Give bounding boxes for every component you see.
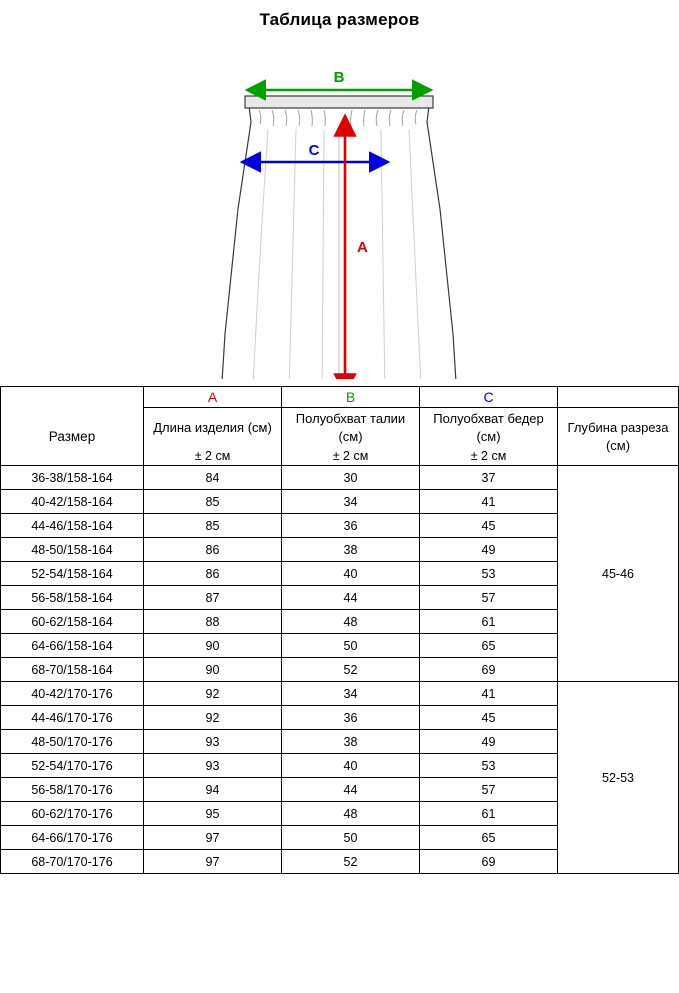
cell-length: 93 [144,754,282,778]
cell-hips: 61 [420,802,558,826]
cell-length: 88 [144,610,282,634]
cell-size: 56-58/170-176 [1,778,144,802]
cell-hips: 49 [420,730,558,754]
cell-waist: 48 [282,610,420,634]
header-letter-c: C [420,387,558,408]
cell-length: 95 [144,802,282,826]
cell-size: 40-42/158-164 [1,490,144,514]
cell-length: 90 [144,634,282,658]
page-title: Таблица размеров [259,10,420,29]
label-a: A [357,239,368,256]
cell-size: 40-42/170-176 [1,682,144,706]
header-slit-depth: Глубина разреза (см) [558,408,679,466]
cell-length: 85 [144,490,282,514]
cell-length: 86 [144,562,282,586]
cell-waist: 38 [282,538,420,562]
cell-waist: 34 [282,682,420,706]
skirt-svg [0,34,679,379]
table-header-names [1,408,679,448]
cell-hips: 49 [420,538,558,562]
table-header-letters [1,387,679,408]
cell-length: 97 [144,850,282,874]
cell-length: 94 [144,778,282,802]
skirt-measurement-diagram [0,34,679,386]
cell-size: 60-62/158-164 [1,610,144,634]
cell-size: 52-54/170-176 [1,754,144,778]
cell-slit-depth: 52-53 [558,682,679,874]
cell-waist: 52 [282,658,420,682]
cell-hips: 65 [420,826,558,850]
cell-length: 97 [144,826,282,850]
tolerance-waist: ± 2 см [282,447,420,466]
cell-waist: 30 [282,466,420,490]
cell-hips: 45 [420,706,558,730]
cell-size: 48-50/170-176 [1,730,144,754]
cell-size: 64-66/158-164 [1,634,144,658]
header-length: Длина изделия (см) [144,408,282,448]
label-b: B [333,69,345,86]
cell-waist: 48 [282,802,420,826]
tolerance-length: ± 2 см [144,447,282,466]
cell-size: 44-46/158-164 [1,514,144,538]
cell-waist: 50 [282,634,420,658]
cell-length: 85 [144,514,282,538]
cell-slit-depth: 45-46 [558,466,679,682]
cell-waist: 38 [282,730,420,754]
size-table [0,386,679,874]
cell-waist: 36 [282,706,420,730]
cell-waist: 34 [282,490,420,514]
cell-size: 68-70/170-176 [1,850,144,874]
cell-size: 44-46/170-176 [1,706,144,730]
cell-hips: 41 [420,682,558,706]
cell-waist: 40 [282,562,420,586]
cell-length: 86 [144,538,282,562]
cell-hips: 41 [420,490,558,514]
skirt-outline [222,96,456,379]
header-corner-blank [1,387,144,408]
cell-hips: 65 [420,634,558,658]
cell-waist: 50 [282,826,420,850]
measure-b [247,69,431,90]
cell-waist: 40 [282,754,420,778]
cell-hips: 45 [420,514,558,538]
cell-size: 68-70/158-164 [1,658,144,682]
label-c: C [308,142,320,159]
cell-hips: 69 [420,658,558,682]
header-letter-b: B [282,387,420,408]
cell-length: 93 [144,730,282,754]
cell-hips: 53 [420,754,558,778]
cell-waist: 52 [282,850,420,874]
cell-size: 56-58/158-164 [1,586,144,610]
cell-hips: 69 [420,850,558,874]
header-size: Размер [1,408,144,466]
cell-hips: 57 [420,778,558,802]
table-row [1,466,679,490]
cell-waist: 44 [282,586,420,610]
cell-size: 36-38/158-164 [1,466,144,490]
cell-waist: 36 [282,514,420,538]
cell-length: 87 [144,586,282,610]
table-row [1,682,679,706]
cell-size: 64-66/170-176 [1,826,144,850]
cell-hips: 37 [420,466,558,490]
header-slit-blank [558,387,679,408]
cell-hips: 53 [420,562,558,586]
header-hips: Полуобхват бедер (см) [420,408,558,448]
cell-length: 92 [144,706,282,730]
cell-hips: 57 [420,586,558,610]
header-letter-a: A [144,387,282,408]
cell-waist: 44 [282,778,420,802]
cell-size: 48-50/158-164 [1,538,144,562]
cell-length: 92 [144,682,282,706]
cell-hips: 61 [420,610,558,634]
cell-length: 84 [144,466,282,490]
cell-size: 52-54/158-164 [1,562,144,586]
cell-length: 90 [144,658,282,682]
tolerance-hips: ± 2 см [420,447,558,466]
cell-size: 60-62/170-176 [1,802,144,826]
header-waist: Полуобхват талии (см) [282,408,420,448]
